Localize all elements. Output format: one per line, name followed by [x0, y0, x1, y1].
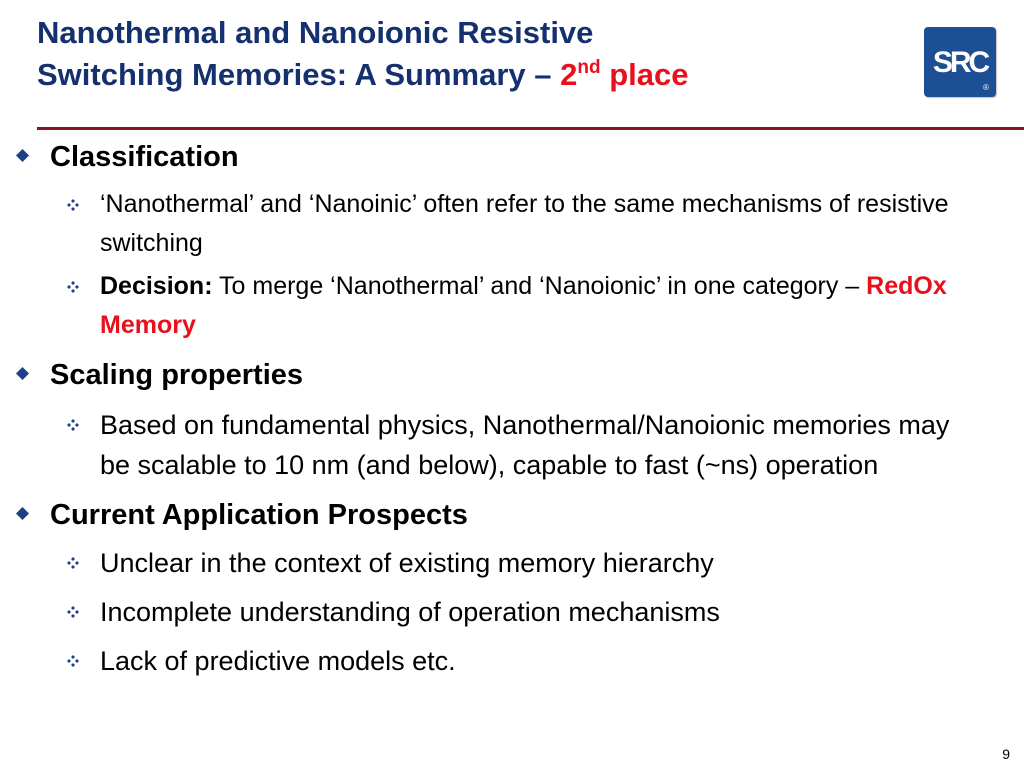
- four-diamond-bullet-icon: [67, 557, 79, 569]
- list-item-highlight: RedOx Memory: [100, 272, 947, 339]
- list-item-text: Unclear in the context of existing memory hierarchy: [100, 548, 714, 578]
- four-diamond-bullet-icon: [67, 281, 79, 293]
- slide-title-rank: [560, 57, 688, 92]
- list-item: [0, 185, 1024, 263]
- four-diamond-bullet-icon: [67, 655, 79, 667]
- section-heading-text: Classification: [50, 141, 239, 173]
- list-item: [0, 641, 1024, 681]
- list-item-text: Incomplete understanding of operation mechanisms: [100, 597, 720, 627]
- list-item: [0, 405, 1024, 485]
- four-diamond-bullet-icon: [67, 606, 79, 618]
- list-item: [0, 267, 1024, 345]
- list-item-bold-label: Decision:: [100, 272, 213, 300]
- four-diamond-bullet-icon: [67, 199, 79, 211]
- diamond-bullet-icon: [16, 507, 29, 520]
- slide-title: [37, 12, 897, 96]
- list-item: [0, 543, 1024, 583]
- list-item-text: ‘Nanothermal’ and ‘Nanoinic’ often refer to the same mechanisms of resistive switching: [100, 190, 949, 257]
- slide-title-rank-suffix: nd: [577, 57, 601, 78]
- slide-title-rank-number: 2: [560, 57, 578, 92]
- list-item: [0, 592, 1024, 632]
- src-logo-graphic: [924, 27, 996, 97]
- list-item-text: Lack of predictive models etc.: [100, 646, 456, 676]
- src-logo-mark: ®: [983, 83, 989, 92]
- list-item-text: Based on fundamental physics, Nanothermal/Nanoionic memories may be scalable to 10 nm (and below), capable to fast (~ns) operation: [100, 410, 950, 480]
- src-logo-text: SRC: [932, 46, 988, 79]
- src-logo: [924, 27, 996, 97]
- diamond-bullet-icon: [16, 149, 29, 162]
- slide-content: [0, 135, 1024, 681]
- section-heading-scaling: [0, 357, 1024, 393]
- page-number: 9: [1002, 746, 1010, 762]
- slide-title-line-2-text: Switching Memories: A Summary –: [37, 57, 561, 92]
- section-heading-classification: [0, 139, 1024, 175]
- section-heading-application-prospects: [0, 497, 1024, 533]
- slide-title-line-2: [37, 54, 897, 96]
- section-heading-text: Scaling properties: [50, 359, 304, 391]
- four-diamond-bullet-icon: [67, 419, 79, 431]
- title-divider: [37, 127, 1024, 130]
- diamond-bullet-icon: [16, 367, 29, 380]
- section-heading-text: Current Application Prospects: [50, 499, 468, 531]
- slide-title-line-1: Nanothermal and Nanoionic Resistive: [37, 15, 594, 50]
- slide-title-rank-place: place: [600, 57, 689, 92]
- list-item-text: To merge ‘Nanothermal’ and ‘Nanoionic’ in one category –: [212, 272, 867, 300]
